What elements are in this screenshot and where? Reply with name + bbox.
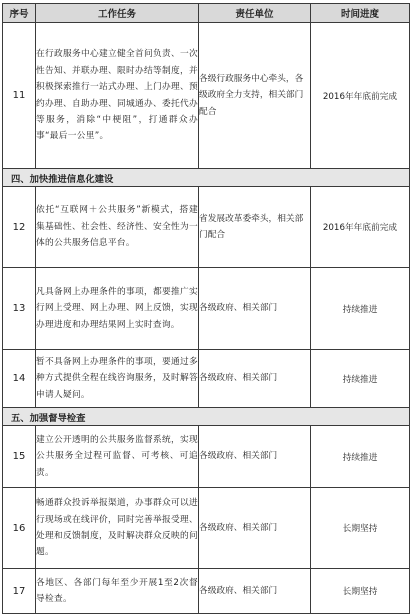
row-unit: 省发展改革委牵头，相关部门配合 [199,187,311,268]
section-row [3,169,410,187]
section-title: 五、加强督导检查 [3,408,410,426]
row-schedule: 持续推进 [311,426,410,488]
header-schedule: 时间进度 [311,4,410,23]
row-number: 17 [3,569,36,614]
row-task: 依托“互联网＋公共服务”新模式，搭建集基础性、社会性、经济性、安全性为一体的公共服务信息平台。 [36,187,199,268]
row-task: 暂不具备网上办理条件的事项，要通过多种方式提供全程在线咨询服务，及时解答申请人疑问。 [36,350,199,408]
table-row [3,23,410,169]
table-row [3,268,410,350]
table-row [3,426,410,488]
row-unit: 各级政府、相关部门 [199,488,311,569]
row-number: 13 [3,268,36,350]
row-schedule: 持续推进 [311,350,410,408]
row-number: 11 [3,23,36,169]
row-unit: 各级政府、相关部门 [199,268,311,350]
row-unit: 各级政府、相关部门 [199,569,311,614]
header-unit: 责任单位 [199,4,311,23]
row-task: 建立公开透明的公共服务监督系统，实现公共服务全过程可监督、可考核、可追责。 [36,426,199,488]
row-number: 15 [3,426,36,488]
row-task: 畅通群众投诉举报渠道，办事群众可以进行现场或在线评价，同时完善举报受理、处理和反馈制度，及时解决群众反映的问题。 [36,488,199,569]
table-row [3,350,410,408]
row-schedule: 2016年年底前完成 [311,187,410,268]
row-unit: 各级行政服务中心牵头，各级政府全力支持，相关部门配合 [199,23,311,169]
section-row [3,408,410,426]
row-number: 12 [3,187,36,268]
row-schedule: 持续推进 [311,268,410,350]
header-no: 序号 [3,4,36,23]
table-row [3,488,410,569]
row-schedule: 长期坚持 [311,569,410,614]
row-schedule: 2016年年底前完成 [311,23,410,169]
task-table [2,3,410,614]
row-task: 在行政服务中心建立健全首问负责、一次性告知、并联办理、限时办结等制度，并积极探索推行一站式办理、上门办理、预约办理、自助办理、同城通办、委托代办等服务，消除“中梗阻”，打通群众办事“最后一公里”。 [36,23,199,169]
row-unit: 各级政府、相关部门 [199,350,311,408]
row-schedule: 长期坚持 [311,488,410,569]
header-task: 工作任务 [36,4,199,23]
row-number: 14 [3,350,36,408]
row-task: 凡具备网上办理条件的事项，都要推广实行网上受理、网上办理、网上反馈，实现办理进度和办理结果网上实时查询。 [36,268,199,350]
table-row [3,569,410,614]
section-title: 四、加快推进信息化建设 [3,169,410,187]
row-task: 各地区、各部门每年至少开展1至2次督导检查。 [36,569,199,614]
row-number: 16 [3,488,36,569]
table-row [3,187,410,268]
row-unit: 各级政府、相关部门 [199,426,311,488]
table-header-row [3,4,410,23]
